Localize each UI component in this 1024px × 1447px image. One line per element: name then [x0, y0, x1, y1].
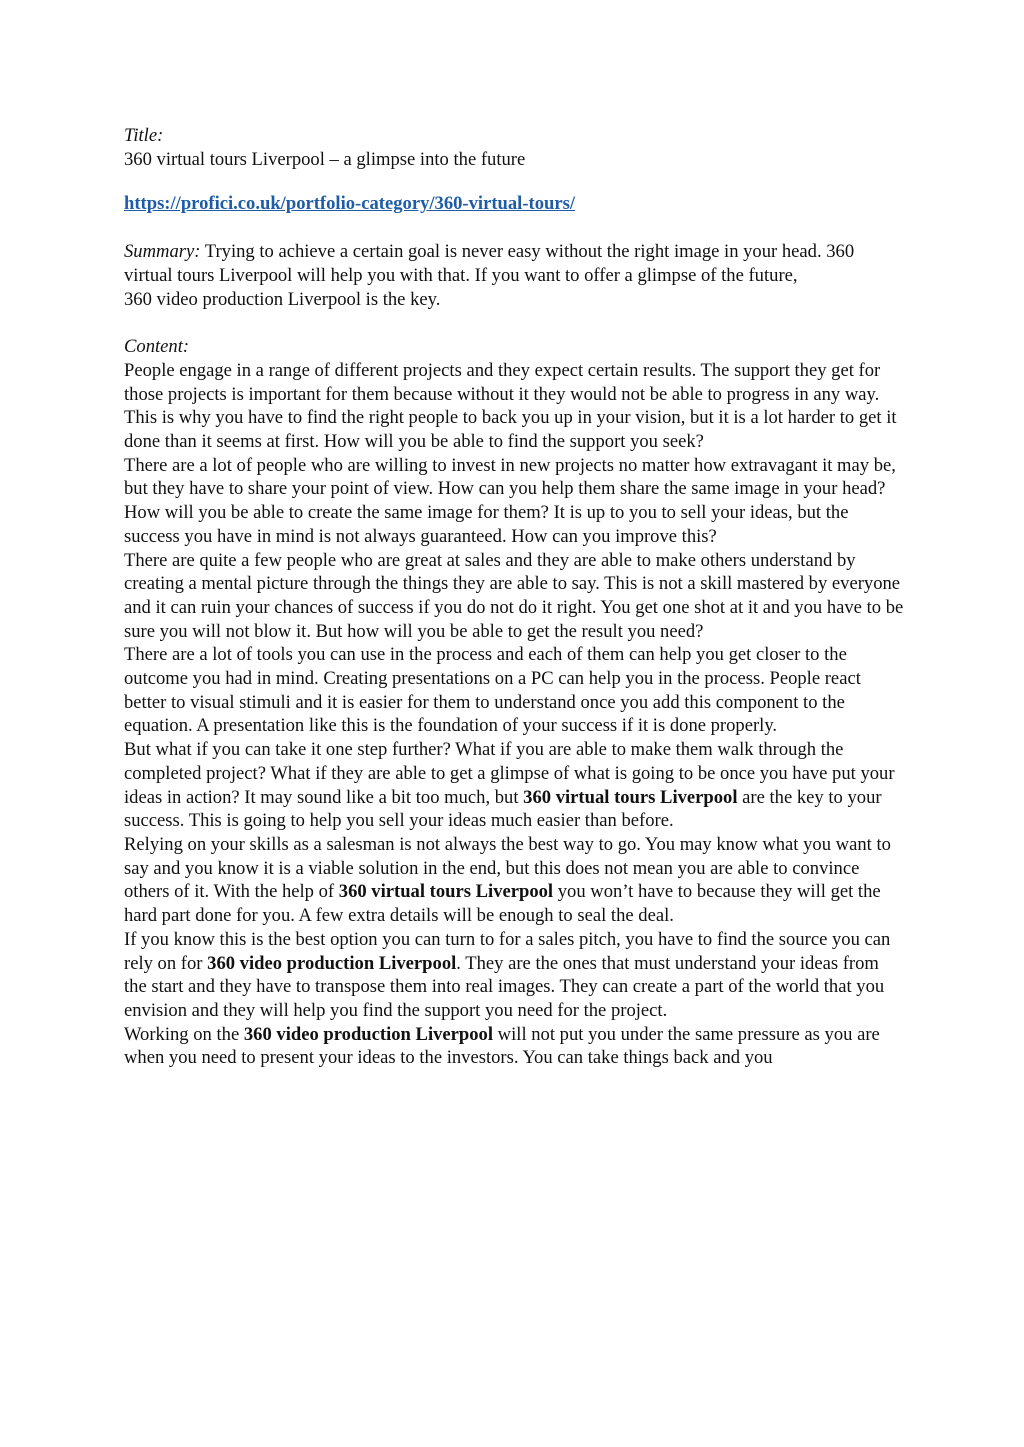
summary-text: Trying to achieve a certain goal is never easy without the right image in your head. 360 virtual tours Liverpool will help you with that. If you want to offer a glimpse of the future, [124, 241, 855, 286]
content-paragraph-5 [124, 738, 904, 833]
paragraph-7-text-a: If you know this is the best option you can turn to for a sales pitch, you have to find the source you can rely on for [124, 928, 891, 974]
paragraph-7-text-b: . They are the ones that must understand your ideas from the start and they have to transpose them into real images. They can create a part of the world that you envision and they will help you find the support you need for the project. [124, 952, 885, 1021]
content-paragraph-6 [124, 833, 904, 928]
content-paragraph-2: There are a lot of people who are willing to invest in new projects no matter how extravagant it may be, but they have to share your point of view. How can you help them share the same image in your head? How will you be able to create the same image for them? It is up to you to sell your ideas, but the success you have in mind is not always guaranteed. How can you improve this? [124, 454, 896, 547]
paragraph-5-text-b: are the key to your success. This is going to help you sell your ideas much easier than before. [124, 786, 882, 832]
paragraph-6-keyword: 360 virtual tours Liverpool [338, 881, 554, 903]
content-label: Content: [124, 336, 190, 358]
summary-label: Summary: [124, 241, 201, 263]
url-line [124, 192, 904, 216]
content-paragraph-3: There are quite a few people who are great at sales and they are able to make others understand by creating a mental picture through the things they are able to say. This is not a skill mastered by everyone and it can ruin your chances of success if you do not do it right. You get one shot at it and you have to be sure you will not blow it. But how will you be able to get the result you need? [124, 549, 904, 642]
paragraph-5-text-a: But what if you can take it one step further? What if you are able to make them walk through the completed project? What if they are able to get a glimpse of what is going to be once you have put your ideas in action? It may sound like a bit too much, but [124, 739, 895, 808]
paragraph-7-keyword: 360 video production Liverpool [207, 952, 457, 974]
portfolio-link[interactable]: https://profici.co.uk/portfolio-category/360-virtual-tours/ [124, 193, 576, 215]
paragraph-5-keyword: 360 virtual tours Liverpool [523, 786, 738, 808]
summary-paragraph [124, 240, 904, 287]
document-page [124, 124, 904, 1070]
content-paragraph-1: People engage in a range of different projects and they expect certain results. The support they get for those projects is important for them because without it they would not be able to progress in any way. This is why you have to find the right people to back you up in your vision, but it is a lot harder to get it done than it seems at first. How will you be able to find the support you seek? [124, 359, 897, 453]
paragraph-8-text-a: Working on the [124, 1023, 244, 1045]
title-label: Title: [124, 125, 164, 146]
content-paragraph-4: There are a lot of tools you can use in the process and each of them can help you get closer to the outcome you had in mind. Creating presentations on a PC can help you in the process. People react better to visual stimuli and it is easier for them to understand once you add this component to the equation. A presentation like this is the foundation of your success if it is done properly. [124, 644, 861, 737]
paragraph-6-text-b: you won’t have to because they will get the hard part done for you. A few extra details will be enough to seal the deal. [124, 881, 881, 927]
content-paragraph-7 [124, 928, 904, 1023]
content-paragraph-8 [124, 1023, 904, 1070]
document-title: 360 virtual tours Liverpool – a glimpse into the future [124, 148, 526, 170]
paragraph-8-keyword: 360 video production Liverpool [243, 1023, 494, 1045]
summary-text-line2: 360 video production Liverpool is the key. [124, 288, 441, 310]
paragraph-8-text-b: will not put you under the same pressure as you are when you need to present your ideas to the investors. You can take things back and you [124, 1023, 880, 1069]
paragraph-6-text-a: Relying on your skills as a salesman is not always the best way to go. You may know what you want to say and you know it is a viable solution in the end, but this does not mean you are able to convince others of it. With the help of [124, 833, 891, 903]
